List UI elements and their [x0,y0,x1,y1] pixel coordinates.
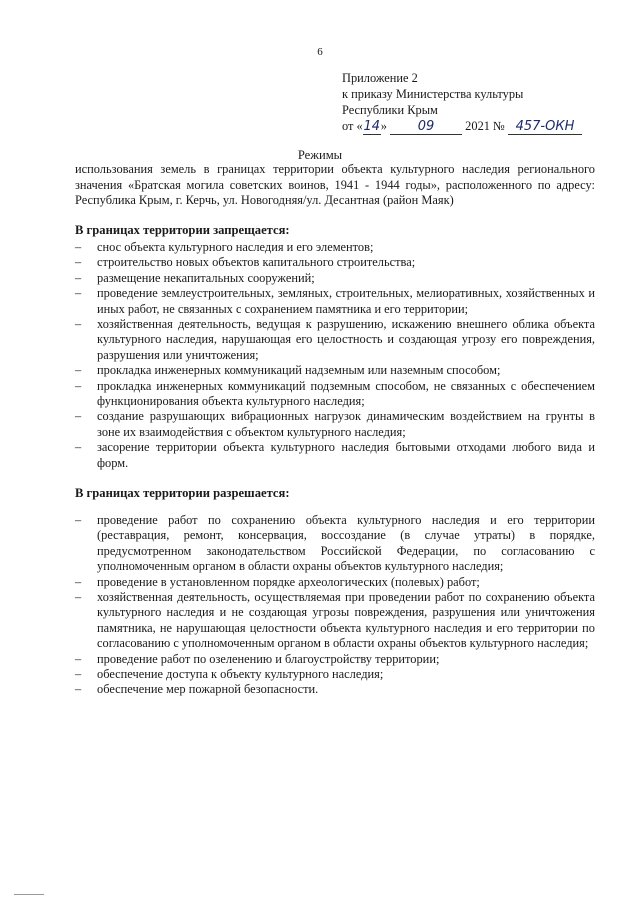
list-item: – обеспечение доступа к объекту культурного наследия; [75,667,384,682]
list-item: – проведение землеустроительных, земляных, строительных, мелиоративных, хозяйственных и иных работ, не связанных с сохранением памятника и его территории; [75,286,595,316]
list-item: – хозяйственная деятельность, ведущая к разрушению, искажению внешнего облика объекта культурного наследия, нарушающая его целостность и создающая угрозу его повреждения, разрушения или уничтожения; [75,317,595,362]
list-item: – проведение работ по сохранению объекта культурного наследия и его территории (реставрация, ремонт, консервация, воссоздание (в случае утраты) в порядке, предусмотренном законодательством Российской Федерации, по согласованию с уполномоченным органом в области охраны объектов культурного наследия; [75,513,595,574]
appendix-header [342,70,622,135]
document-subtitle: использования земель в границах территории объекта культурного наследия регионального значения «Братская могила советских воинов, 1941 - 1944 годы», расположенного по адресу: Республика Крым, г. Керчь, ул. Новогодняя/ул. Десантная (район Маяк) [75,162,595,207]
list-item: – хозяйственная деятельность, осуществляемая при проведении работ по сохранению объекта культурного наследия и не создающая угрозы повреждения, разрушения или уничтожения памятника, не нарушающая целостности объекта культурного наследия и его территории по согласованию с уполномоченным органом в области охраны объектов культурного наследия; [75,590,595,651]
date-day-handwritten: 14 [363,119,381,134]
date-prefix: от « [342,119,363,133]
permitted-list [75,513,595,698]
appendix-line-2: к приказу Министерства культуры [342,87,524,101]
appendix-line-3: Республики Крым [342,103,438,117]
date-mid: » [380,119,387,133]
list-item: – снос объекта культурного наследия и его элементов; [75,240,374,254]
list-item: – прокладка инженерных коммуникаций надземным или наземным способом; [75,363,501,378]
list-item: – проведение работ по озеленению и благоустройству территории; [75,651,440,666]
page-number: 6 [317,46,323,58]
footer-divider [14,894,44,895]
list-item: – прокладка инженерных коммуникаций подземным способом, не связанных с обеспечением функционирования объекта культурного наследия; [75,378,595,409]
list-item: – засорение территории объекта культурного наследия бытовыми отходами любого вида и форм. [75,440,595,470]
list-item: – размещение некапитальных сооружений; [75,270,315,285]
date-month-handwritten: 09 [390,120,462,135]
appendix-line-1: Приложение 2 [342,71,418,85]
document-title: Режимы [297,148,343,162]
prohibited-heading: В границах территории запрещается: [75,223,290,237]
order-number-handwritten: 457-ОКН [508,120,582,135]
list-item: – строительство новых объектов капитального строительства; [75,255,416,270]
prohibited-list [75,240,595,471]
appendix-date-line [342,118,622,135]
permitted-heading: В границах территории разрешается: [75,486,290,500]
list-item: – создание разрушающих вибрационных нагрузок динамическим воздействием на грунты в зоне их взаимодействия с объектом культурного наследия; [75,409,595,439]
list-item: – проведение в установленном порядке археологических (полевых) работ; [75,574,480,589]
list-item: – обеспечение мер пожарной безопасности. [75,682,319,697]
date-year: 2021 № [465,119,505,133]
